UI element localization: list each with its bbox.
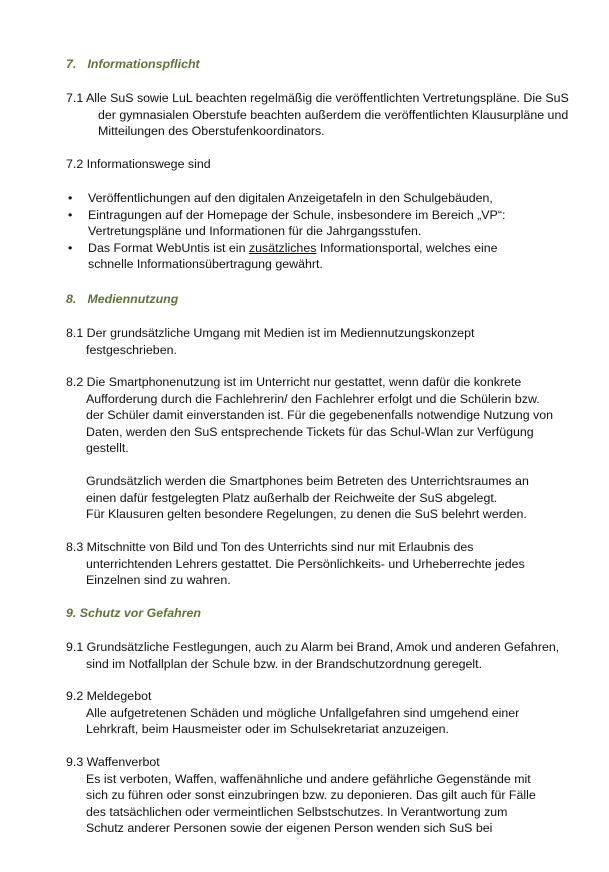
- section-7-title: Informationspflicht: [87, 57, 200, 71]
- paragraph-7-2: 7.2 Informationswege sind: [66, 157, 211, 171]
- paragraph-9-3-title: 9.3 Waffenverbot: [66, 755, 160, 769]
- paragraph-9-3: [66, 754, 546, 837]
- exam-rules-text: Für Klausuren gelten besondere Regelungen, zu denen die SuS belehrt werden.: [86, 507, 527, 522]
- information-channels-list: [66, 190, 546, 273]
- paragraph-7-1: 7.1 Alle SuS sowie LuL beachten regelmäßig die veröffentlichten Vertretungspläne. Die SuS der gymnasialen Oberstufe beachten außerdem die veröffentlichten Klausurpläne und Mitteilungen des Oberstufenkoordinators.: [66, 91, 569, 139]
- list-item-text-rest: Informationsportal, welches eine schnelle Informationsübertragung gewährt.: [88, 240, 498, 272]
- underlined-word: zusätzliches: [248, 240, 317, 255]
- section-8-number: 8.: [66, 292, 77, 306]
- paragraph-9-2-body: Alle aufgetretenen Schäden und mögliche Unfallgefahren sind umgehend einer Lehrkraft, beim Hausmeister oder im Schulsekretariat anzuzeigen.: [86, 705, 520, 737]
- paragraph-9-1: 9.1 Grundsätzliche Festlegungen, auch zu Alarm bei Brand, Amok und anderen Gefahren, sind im Notfallplan der Schule bzw. in der Brandschutzordnung geregelt.: [66, 640, 560, 671]
- section-8-title: Mediennutzung: [87, 292, 179, 306]
- smartphone-storage-text: Grundsätzlich werden die Smartphones beim Betreten des Unterrichtsraumes an einen dafür festgelegten Platz außerhalb der Reichweite der SuS abgelegt.: [86, 474, 529, 505]
- list-item-text: Das Format WebUntis ist ein: [88, 240, 246, 255]
- paragraph-9-2-title: 9.2 Meldegebot: [66, 689, 152, 703]
- list-item: • Eintragungen auf der Homepage der Schule, insbesondere im Bereich „VP“: Vertretungspläne und Informationen für die Jahrgangsstufen.: [66, 207, 546, 240]
- paragraph-8-2: 8.2 Die Smartphonenutzung ist im Unterricht nur gestattet, wenn dafür die konkrete Aufforderung durch die Fachlehrerin/ den Fachlehrer erfolgt und die Schülerin bzw. der Schüler damit einverstanden ist. Für die gegebenenfalls notwendige Nutzung von Daten, werden den SuS entsprechende Tickets für das Schul-Wlan zur Verfügung gestellt.: [66, 375, 554, 456]
- section-8-heading: [66, 291, 586, 308]
- section-7-number: 7.: [66, 57, 77, 71]
- paragraph-8-2-continued: [66, 473, 542, 523]
- section-9-heading: [66, 605, 586, 622]
- paragraph-8-1: 8.1 Der grundsätzliche Umgang mit Medien ist im Mediennutzungskonzept festgeschrieben.: [66, 326, 475, 357]
- paragraph-9-3-body: Es ist verboten, Waffen, waffenähnliche und andere gefährliche Gegenstände mit sich zu führen oder sonst einzubringen bzw. zu deponieren. Das gilt auch für Fälle des tatsächlichen oder vermeintlichen Selbstschutzes. In Verantwortung zum Schutz anderer Personen sowie der eigenen Person wenden sich SuS bei: [86, 771, 536, 836]
- list-item: • Veröffentlichungen auf den digitalen Anzeigetafeln in den Schulgebäuden,: [66, 190, 546, 207]
- paragraph-9-2: [66, 688, 542, 738]
- section-9-number: 9.: [66, 606, 77, 620]
- paragraph-8-3: 8.3 Mitschnitte von Bild und Ton des Unterrichts sind nur mit Erlaubnis des unterrichtenden Lehrers gestattet. Die Persönlichkeits- und Urheberrechte jedes Einzelnen sind zu wahren.: [66, 540, 525, 588]
- list-item: [66, 240, 546, 273]
- section-9-title: Schutz vor Gefahren: [79, 606, 201, 620]
- section-7-heading: [66, 56, 586, 73]
